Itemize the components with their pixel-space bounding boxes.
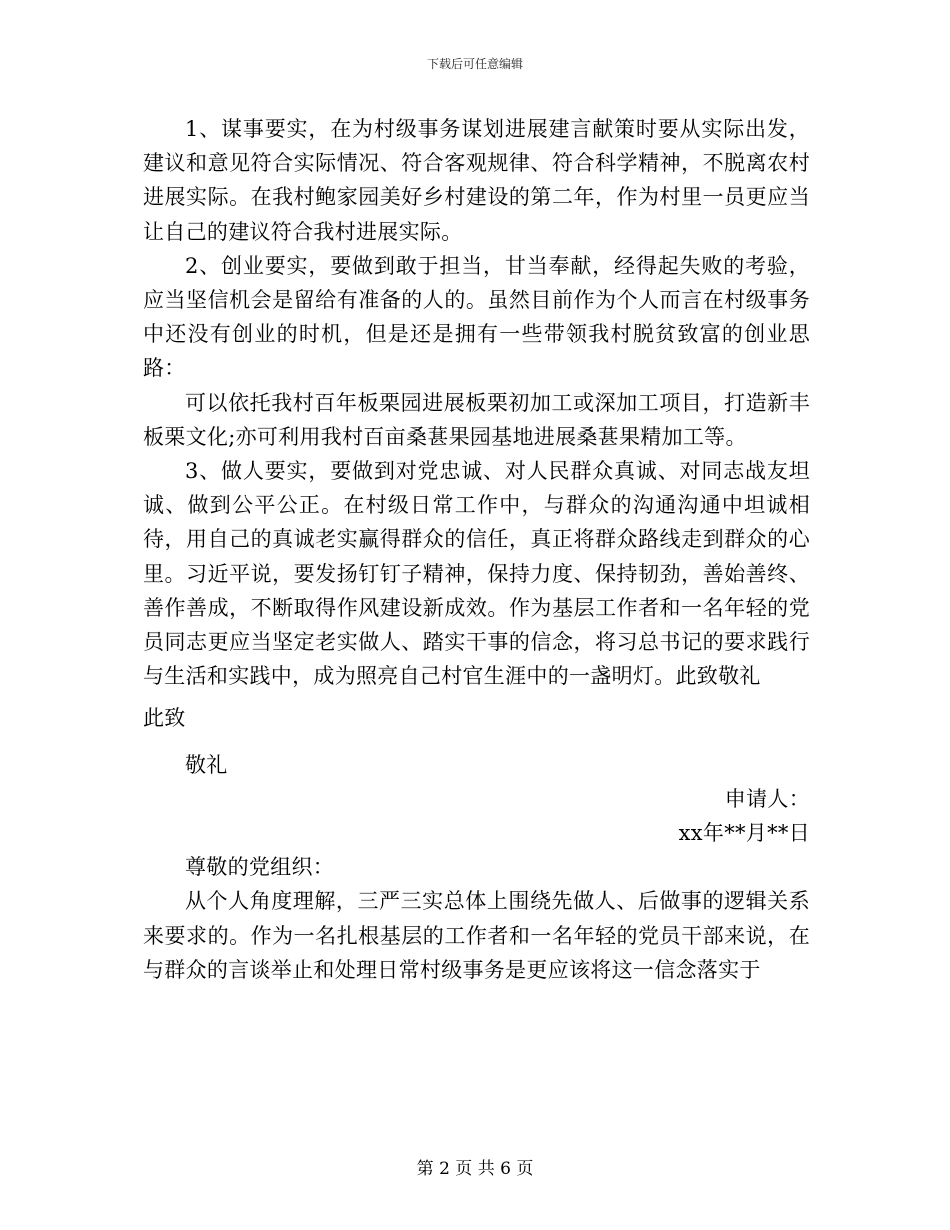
page-header: 下载后可任意编辑	[426, 57, 523, 71]
paragraph-understanding: 从个人角度理解，三严三实总体上围绕先做人、后做事的逻辑关系来要求的。作为一名扎根基层的工作者和一名年轻的党员干部来说，在与群众的言谈举止和处理日常村级事务是更应该将这一信念落实于	[143, 889, 810, 982]
page-footer: 第 2 页 共 6 页	[416, 1159, 534, 1179]
paragraph-entrepreneurship: 2、创业要实，要做到敢于担当，甘当奉献，经得起失败的考验，应当坚信机会是留给有准备的人的。虽然目前作为个人而言在村级事务中还没有创业的时机，但是还是拥有一些带领我村脱贫致富的创业思路：	[143, 253, 810, 381]
document-body	[143, 112, 810, 987]
closing-cizhi: 此致	[143, 706, 186, 731]
paragraph-conduct: 3、做人要实，要做到对党忠诚、对人民群众真诚、对同志战友坦诚、做到公平公正。在村级日常工作中，与群众的沟通沟通中坦诚相待，用自己的真诚老实赢得群众的信任，真正将群众路线走到群众的心里。习近平说，要发扬钉钉子精神，保持力度、保持韧劲，善始善终、善作善成，不断取得作风建设新成效。作为基层工作者和一名年轻的党员同志更应当坚定老实做人、踏实干事的信念，将习总书记的要求践行与生活和实践中，成为照亮自己村官生涯中的一盏明灯。此致敬礼	[143, 459, 810, 689]
paragraph-plan: 1、谋事要实，在为村级事务谋划进展建言献策时要从实际出发，建议和意见符合实际情况、符合客观规律、符合科学精神，不脱离农村进展实际。在我村鲍家园美好乡村建设的第二年，作为村里一员更应当让自己的建议符合我村进展实际。	[143, 117, 810, 244]
salutation: 尊敬的党组织：	[185, 855, 335, 880]
closing-jingli: 敬礼	[185, 752, 228, 777]
date-line: xx年**月**日	[678, 821, 810, 846]
paragraph-chestnut: 可以依托我村百年板栗园进展板栗初加工或深加工项目，打造新丰板栗文化;亦可利用我村百亩桑葚果园基地进展桑葚果精加工等。	[143, 390, 810, 449]
applicant-label: 申请人：	[724, 786, 810, 811]
